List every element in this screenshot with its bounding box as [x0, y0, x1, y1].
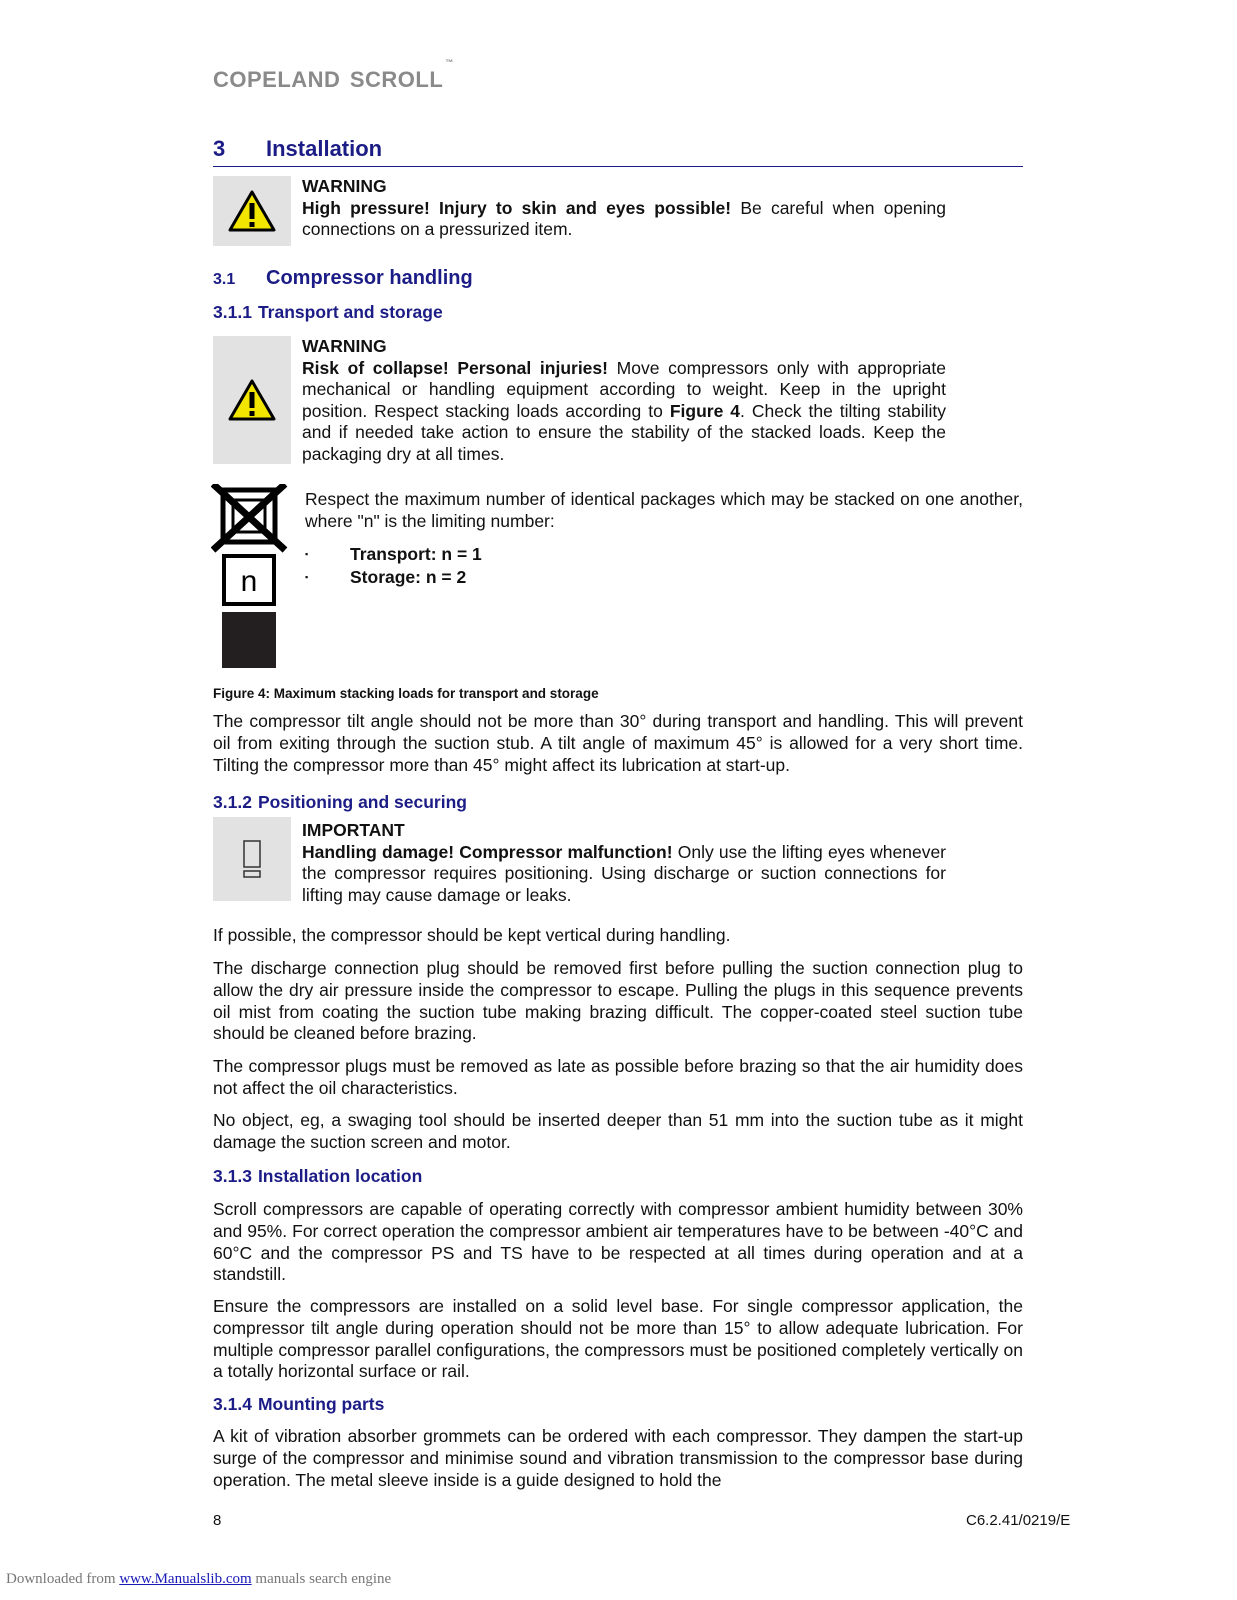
section-3-1-1-heading: 3.1.1 Transport and storage [213, 302, 443, 322]
document-code: C6.2.41/0219/E [966, 1512, 1071, 1529]
figure-4-caption: Figure 4: Maximum stacking loads for transport and storage [213, 686, 599, 701]
stack-limit-n-icon [224, 556, 274, 604]
stack-limit-letter: n [240, 565, 258, 598]
warning-bold-text: Risk of collapse! Personal injuries! [302, 357, 608, 378]
stacking-description: Respect the maximum number of identical packages which may be stacked on one another, where "n" is the limiting number: [305, 489, 1023, 531]
warning-title: WARNING [302, 176, 387, 196]
figure-reference: Figure 4 [669, 400, 741, 421]
section-3-1-2-heading: 3.1.2 Positioning and securing [213, 792, 467, 812]
important-bold-text: Handling damage! Compressor malfunction! [302, 841, 673, 862]
list-item: ▪ Transport: n = 1 [305, 544, 482, 564]
paragraph-swaging: No object, eg, a swaging tool should be inserted deeper than 51 mm into the suction tube as it might damage the suction screen and motor. [213, 1110, 1023, 1152]
page-number: 8 [213, 1512, 222, 1529]
paragraph-tilt: The compressor tilt angle should not be more than 30° during transport and handling. This will prevent oil from exiting through the suction stub. A tilt angle of maximum 45° is allowed for a very short time. Tilting the compressor more than 45° might affect its lubrication at start-up. [213, 711, 1023, 775]
paragraph-plug: The discharge connection plug should be removed first before pulling the suction connection plug to allow the dry air pressure inside the compressor to escape. Pulling the plugs in this sequence prevents oil mist from coating the suction tube making brazing difficult. The copper-coated steel suction tube should be cleaned before brazing. [213, 958, 1023, 1044]
warning-icon-box [213, 176, 291, 246]
warning-text: Be careful when opening connections on a pressurized item. [302, 197, 946, 240]
stacking-symbol [211, 484, 289, 670]
warning-pressure-note [302, 176, 946, 241]
paragraph-plugs-late: The compressor plugs must be removed as late as possible before brazing so that the air humidity does not affect the oil characteristics. [213, 1056, 1023, 1098]
section-3-1-4-heading: 3.1.4 Mounting parts [213, 1394, 385, 1414]
copeland-scroll-logo: copeland scroll ™ [213, 58, 454, 94]
important-icon-box [213, 817, 291, 901]
important-note: IMPORTANT Handling damage! Compressor malfunction! Only use the lifting eyes whenever the compressor requires positioning. Using discharge or suction connections for lifting may cause damage or leaks. [302, 820, 946, 905]
info-placeholder-icon [242, 839, 262, 879]
warning-bold-text: High pressure! Injury to skin and eyes possible! [302, 197, 732, 218]
section-3-1-heading: 3.1 Compressor handling [213, 267, 473, 289]
package-block-icon [222, 612, 276, 668]
list-item: ▪ Storage: n = 2 [305, 567, 467, 587]
paragraph-location: Scroll compressors are capable of operating correctly with compressor ambient humidity between 30% and 95%. For correct operation the compressor ambient air temperatures have to be between -40°C and 60°C and the compressor PS and TS have to be respected at all times during operation and at a standstill. [213, 1199, 1023, 1285]
warning-collapse-note: WARNING Risk of collapse! Personal injuries! Move compressors only with appropriate mechanical or handling equipment according to weight. Keep in the upright position. Respect stacking loads according to Figure 4. Check the tilting stability and if needed take action to ensure the stability of the stacked loads. Keep the packaging dry at all times. [302, 336, 946, 464]
paragraph-base: Ensure the compressors are installed on a solid level base. For single compressor application, the compressor tilt angle during operation should not be more than 15° to allow adequate lubrication. For multiple compressor parallel configurations, the compressors must be positioned completely vertically on a totally horizontal surface or rail. [213, 1296, 1023, 1382]
stacking-limits-list [305, 543, 482, 589]
paragraph-grommets: A kit of vibration absorber grommets can be ordered with each compressor. They dampen the start-up surge of the compressor and minimise sound and vibration transmission to the compressor base during operation. The metal sleeve inside is a guide designed to hold the [213, 1426, 1023, 1490]
warning-triangle-icon [228, 190, 276, 232]
section-3-heading: 3 Installation [213, 136, 1023, 167]
paragraph-vertical: If possible, the compressor should be kept vertical during handling. [213, 925, 731, 945]
manualslib-link[interactable]: www.Manualslib.com [119, 1571, 252, 1587]
warning-icon-box [213, 336, 291, 464]
important-title: IMPORTANT [302, 820, 405, 840]
no-stacking-symbol-icon [213, 484, 285, 550]
warning-triangle-icon [228, 379, 276, 421]
warning-title: WARNING [302, 336, 387, 356]
download-banner: Downloaded from www.Manualslib.com manuals search engine [6, 1571, 392, 1587]
section-3-1-3-heading: 3.1.3 Installation location [213, 1166, 423, 1186]
